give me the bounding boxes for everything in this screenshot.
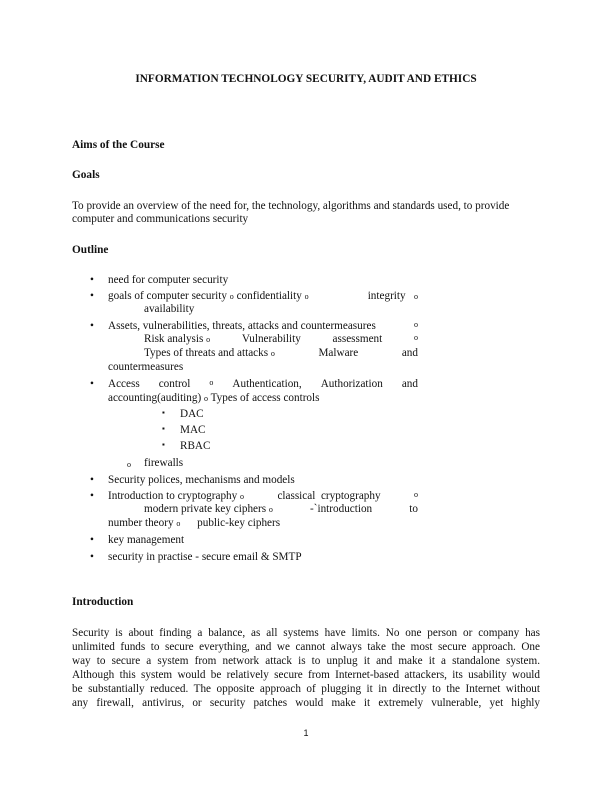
outline-item-goals (108, 290, 418, 302)
outline-item-access-control (108, 378, 418, 390)
intro-line-5: be substantially reduced. The opposite approach of plugging it in directly to the Internet without (72, 683, 540, 695)
bullet-icon: • (90, 320, 94, 332)
intro-line-3: way to secure a system from network attack is to unplug it and make it a standalone system. (72, 655, 540, 667)
goals-heading: Goals (72, 169, 100, 181)
circle-bullet-icon: o (304, 292, 309, 301)
outline-item-policies: Security polices, mechanisms and models (108, 474, 295, 486)
outline-subitem-dac: DAC (180, 408, 204, 420)
bullet-icon: • (90, 378, 94, 390)
circle-bullet-icon: o (414, 320, 418, 329)
outline-text-countermeasures: countermeasures (108, 361, 184, 373)
bullet-icon: • (90, 551, 94, 563)
text: control (158, 378, 191, 390)
aims-heading: Aims of the Course (72, 139, 165, 151)
page-number: 1 (303, 728, 309, 738)
bullet-icon: • (90, 290, 94, 302)
circle-bullet-icon: o (270, 349, 275, 358)
text: Assets, vulnerabilities, threats, attacks and countermeasures (108, 320, 376, 332)
bullet-icon: • (90, 274, 94, 286)
text: Types of threats and attacks (144, 347, 269, 359)
bullet-icon: • (90, 474, 94, 486)
text: modern private key ciphers (144, 503, 267, 515)
text: confidentiality (236, 290, 302, 302)
text: public-key ciphers (197, 517, 281, 529)
text: to (409, 503, 418, 515)
goals-text-line-2: computer and communications security (72, 213, 249, 225)
square-bullet-icon: ▪ (162, 440, 165, 449)
text: Authorization (320, 378, 383, 390)
text: cryptography (320, 490, 381, 502)
circle-bullet-icon: o (414, 292, 418, 301)
circle-bullet-icon: o (127, 460, 131, 469)
square-bullet-icon: ▪ (162, 408, 165, 417)
outline-text-number-theory (108, 517, 280, 529)
outline-item-assets (108, 320, 418, 332)
text: accounting(auditing) (108, 392, 202, 404)
circle-bullet-icon: o (229, 292, 234, 301)
document-title: INFORMATION TECHNOLOGY SECURITY, AUDIT AND ETHICS (135, 73, 477, 85)
introduction-heading: Introduction (72, 596, 134, 608)
intro-line-1: Security is about finding a balance, as all systems have limits. No one person or company has (72, 627, 540, 639)
text: Access (108, 378, 140, 390)
circle-bullet-icon: o (240, 492, 245, 501)
circle-bullet-icon: o (413, 490, 418, 499)
circle-bullet-icon: o (206, 335, 211, 344)
circle-bullet-icon: o (268, 505, 273, 514)
bullet-icon: • (90, 534, 94, 546)
circle-bullet-icon: o (204, 394, 208, 403)
text: goals of computer security (108, 290, 227, 302)
text: Risk analysis (144, 333, 204, 345)
circle-bullet-icon: o (209, 378, 214, 387)
text: Authentication, (232, 378, 302, 390)
outline-item-security-practise: security in practise - secure email & SMTP (108, 551, 302, 563)
text: integrity (367, 290, 406, 302)
outline-text-accounting (108, 392, 320, 404)
intro-line-6: any firewall, antivirus, or security patches would make it extremely vulnerable, yet highly (72, 697, 540, 709)
text: Vulnerability (241, 333, 301, 345)
outline-subitem-threats (144, 347, 418, 359)
intro-line-4: Although this system would be relatively secure from Internet-based attackers, its usability would (72, 669, 540, 681)
outline-subitem-firewalls: firewalls (144, 457, 184, 469)
text: -`introduction (310, 503, 373, 515)
circle-bullet-icon: o (176, 519, 181, 528)
intro-line-2: unlimited funds to secure everything, and we cannot always take the most secure approach. One (72, 641, 540, 653)
outline-subitem-rbac: RBAC (180, 440, 211, 452)
square-bullet-icon: ▪ (162, 424, 165, 433)
text: and (401, 378, 418, 390)
outline-subitem-availability: availability (144, 303, 195, 315)
text: classical (277, 490, 316, 502)
text: and (401, 347, 418, 359)
bullet-icon: • (90, 490, 94, 502)
text: Types of access controls (210, 392, 320, 404)
circle-bullet-icon: o (413, 333, 418, 342)
text: number theory (108, 517, 174, 529)
text: Malware (318, 347, 359, 359)
outline-item-cryptography (108, 490, 418, 502)
text: assessment (332, 333, 383, 345)
outline-subitem-mac: MAC (180, 424, 206, 436)
text: Introduction to cryptography (108, 490, 238, 502)
outline-item-need: need for computer security (108, 274, 229, 286)
outline-item-key-management: key management (108, 534, 185, 546)
outline-heading: Outline (72, 244, 109, 256)
outline-subitem-modern-ciphers (144, 503, 418, 515)
outline-subitem-risk (144, 333, 418, 345)
goals-text-line-1: To provide an overview of the need for, the technology, algorithms and standards used, to provide (72, 200, 510, 212)
